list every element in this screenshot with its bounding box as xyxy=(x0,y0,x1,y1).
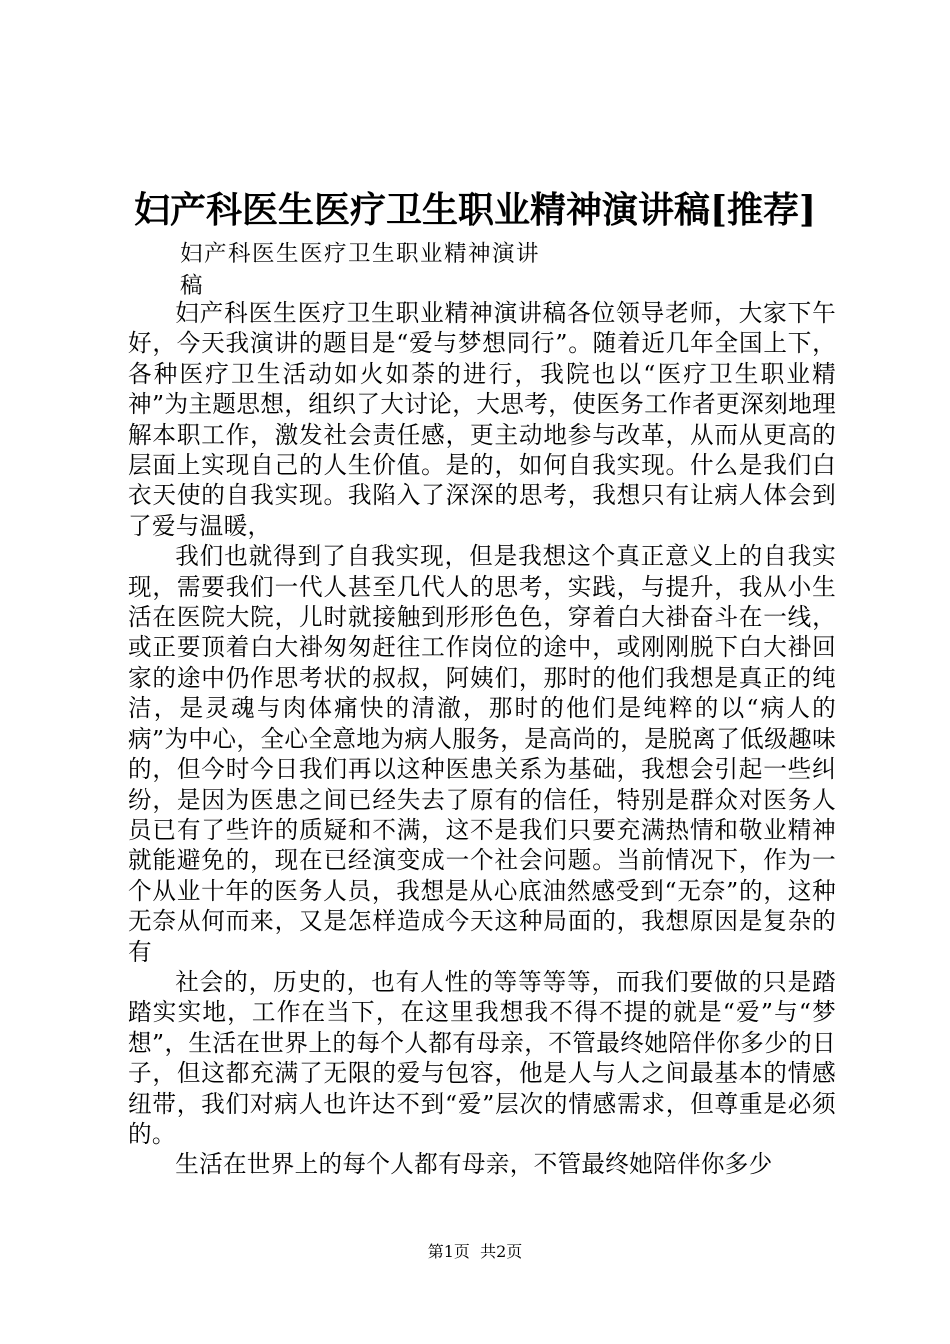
page-total: 共2页 xyxy=(480,1242,523,1261)
subtitle-line-2: 稿 xyxy=(180,273,205,299)
paragraph-4: 生活在世界上的每个人都有母亲，不管最终她陪伴你多少 xyxy=(175,1150,773,1179)
paragraph-2: 我们也就得到了自我实现，但是我想这个真正意义上的自我实现，需要我们一代人甚至几代人的思考，实践，与提升，我从小生活在医院大院，儿时就接触到形形色色，穿着白大褂奋斗在一线，或正要顶着白大褂匆匆赶往工作岗位的途中，或刚刚脱下白大褂回家的途中仍作思考状的叔叔，阿姨们，那时的他们我想是真正的纯洁，是灵魂与肉体痛快的清澈，那时的他们是纯粹的以“病人的病”为中心，全心全意地为病人服务，是高尚的，是脱离了低级趣味的，但今时今日我们再以这种医患关系为基础，我想会引起一些纠纷，是因为医患之间已经失去了原有的信任，特别是群众对医务人员已有了些许的质疑和不满，这不是我们只要充满热情和敬业精神就能避免的，现在已经演变成一个社会问题。当前情况下，作为一个从业十年的医务人员，我想是从心底油然感受到“无奈”的，这种无奈从何而来，又是怎样造成今天这种局面的，我想原因是复杂的有 xyxy=(128,542,836,966)
paragraph-3: 社会的，历史的，也有人性的等等等等，而我们要做的只是踏踏实实地，工作在当下，在这里我想我不得不提的就是“爱”与“梦想”，生活在世界上的每个人都有母亲，不管最终她陪伴你多少的日子，但这都充满了无限的爱与包容，他是人与人之间最基本的情感纽带，我们对病人也许达不到“爱”层次的情感需求，但尊重是必须的。 xyxy=(128,967,836,1148)
document-body xyxy=(128,298,836,1180)
document-subtitle xyxy=(180,238,580,302)
document-title: 妇产科医生医疗卫生职业精神演讲稿[推荐] xyxy=(133,189,817,231)
page-footer xyxy=(0,1241,950,1263)
paragraph-1: 妇产科医生医疗卫生职业精神演讲稿各位领导老师，大家下午好，今天我演讲的题目是“爱与梦想同行”。随着近几年全国上下，各种医疗卫生活动如火如荼的进行，我院也以“医疗卫生职业精神”为主题思想，组织了大讨论，大思考，使医务工作者更深刻地理解本职工作，激发社会责任感，更主动地参与改革，从而从更高的层面上实现自己的人生价值。是的，如何自我实现。什么是我们白衣天使的自我实现。我陷入了深深的思考，我想只有让病人体会到了爱与温暖， xyxy=(128,299,836,540)
subtitle-line-1: 妇产科医生医疗卫生职业精神演讲 xyxy=(180,241,541,267)
page-number: 第1页 xyxy=(427,1242,470,1261)
